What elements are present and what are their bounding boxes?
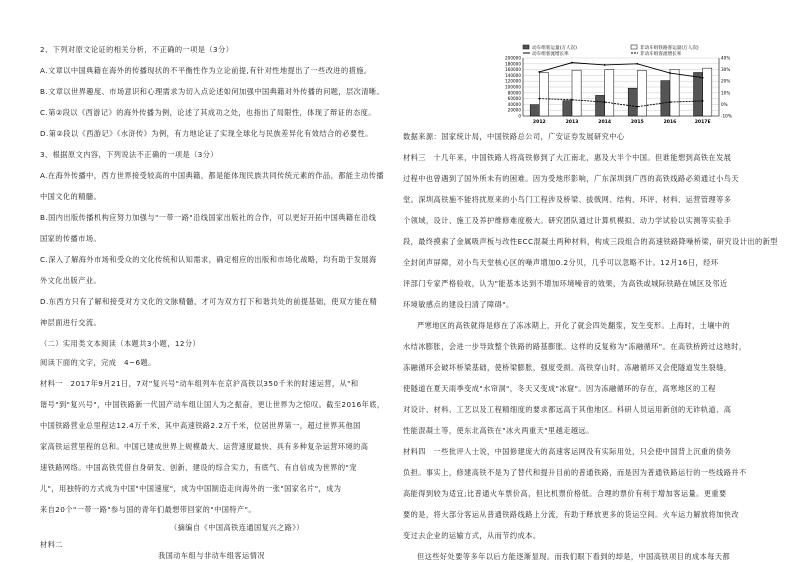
y-tick-label: 20000 [507,107,521,113]
bar [563,101,572,116]
bar [572,70,581,116]
cold-region-line-1: 严寒地区的高铁就得是修在了冻冰期上，开化了就会四处翻浆，发生变形。上海时，土壤中的 [417,321,731,330]
series-point [636,106,638,108]
material-4-line-1: 材料四 一些批评人士说，中国修建庞大的高速客运网没有实际用处，只会使中国背上沉重的债务 [403,447,732,456]
material-4-line-2: 负担。事实上，修建高铁不是为了替代和提升目前的普通铁路，而是因为普通铁路运行的一些线路并不 [403,468,747,477]
y2-tick-label: -10% [721,113,732,119]
option-2c: C.第②段以《西游记》的海外传播为例，论述了其成功之处，也指出了局限性，体现了辩证的态度。 [40,108,376,117]
option-3d-cont: 神层面进行交流。 [40,318,102,327]
material-3-line-6: 全封闭声屏障，对小鸟天堂核心区的噪声增加0.2分贝，几乎可以忽略不计。12月16日，经环 [403,258,719,267]
reading-instruction: 阅读下面的文字，完成 4~6题。 [40,358,156,367]
x-tick-label: 2016 [663,120,677,125]
chart-svg [497,44,737,126]
cold-region-line-2: 水结冰膨胀，会进一步导致整个铁路的路基膨胀。这样的反复称为"冻融循环"。在高铁桥跨过这地时， [403,342,747,351]
x-tick-label: 2013 [565,120,579,125]
y-tick-label: 100000 [505,84,521,90]
option-2b: B.文章以世界趣度、市场意识和心理需求为切入点论述如何加强中国典籍对外传播的问题，层次清晰。 [40,87,385,96]
x-tick-label: 2012 [532,120,546,125]
question-3: 3、根据原文内容，下列说法不正确的一项是（3分） [40,150,219,159]
material-3-line-8: 环境敏感点的建设扫清了障碍"。 [403,300,514,309]
bar [539,73,548,117]
material-1-line-5: 速铁路网络。中国高铁凭借自身研发、创新、建设的综合实力，有底气、有自信成为世界的"宠 [40,463,357,472]
legend-swatch [631,45,637,49]
y-tick-label: 140000 [505,72,521,78]
material-3-line-7: 评部门专家严格验收，认为"能基本达到不增加环境噪音的效果，为高铁或城际铁路在城区及邻近 [403,279,728,288]
section-heading: （二）实用类文本阅读（本题共3小题，12分） [40,339,201,348]
bar [637,70,646,116]
material-3-line-2: 过程中也曾遇到了国外所未有的困难。因为受地形影响，广东深圳到广西的高铁线路必须通过小鸟天 [403,174,740,183]
option-3c: C.深入了解海外市场和受众的文化传统和认知需求，确定相应的出版和市场化战略，均有助于发展海 [40,255,377,264]
bar [628,88,637,116]
option-3a-cont: 中国文化的精髓。 [40,192,102,201]
bar [703,68,712,116]
series-point [702,77,704,79]
series-point [669,101,671,103]
cold-region-line-6: 性能混凝土等，使东北高铁在"冰火两重天"里越走越远。 [403,426,594,435]
material-4-line-5: 变过去企业的运输方式，从而节约成本。 [403,531,541,540]
cold-region-line-3: 冻融循环会破坏桥梁基础，使桥梁膨胀，强度受损。高铁穿山时，冻融循环又会使隧道发生裂缝， [403,363,732,372]
series-point [571,99,573,101]
bar [670,69,679,116]
series-point [604,64,606,66]
material-4-line-4: 要的是，将大部分客运从普通铁路线路上分流，有助于释放更多的货运空间。火车运力解放将加快改 [403,510,740,519]
cold-region-line-5: 对设计、材料、工艺以及工程精细度的要求都远高于其他地区。科研人员运用新创的无砟轨道、高 [403,405,732,414]
chart-caption: 我国动车组与非动车组客运情况 [158,551,265,560]
y2-tick-label: 40% [721,55,731,61]
material-3-line-5: 段，最终摸索了金属吸声板与改性ECC混凝土两种材料，构成三段组合的高速铁路降噪桥梁，研究设计出的新型 [403,237,778,246]
material-1-source: （摘编自《中国高铁连通国复兴之路》） [170,523,304,532]
chart-source: 数据来源：国家统计局，中国铁路总公司，广安证券发展研究中心 [403,132,625,141]
material-4-line-6: 但这些好处要等多年以后方能逐渐显现。而我们眼下看到的却是，中国高铁项目的成本每天都 [417,552,731,561]
material-1-line-3: 中国铁路营业总里程达12.4万千米，其中高速铁路2.2万千米，位居世界第一，超过世界其他国 [40,421,361,430]
y2-tick-label: 10% [721,90,731,96]
legend-label: 非动车组客流增长率 [640,52,682,57]
material-3-line-1: 材料三 十几年来，中国铁路人将高铁修到了大江南北，惠及大半个中国。但谁能想到高铁在发展 [403,153,732,162]
series-point [636,63,638,65]
material-1-line-1: 材料一 2017年9月21日，7对"复兴号"动车组列车在京沪高铁以350千米的时速运营，从"和 [40,379,359,388]
option-2a: A.文章以中国典籍在海外的传播现状的不平衡性作为立论前提,有针对性地提出了一些改进的措施。 [40,66,372,75]
bar [661,81,670,116]
material-3-line-3: 堂。深圳高铁施不能将扰原来的小鸟门工程涉及桥梁、拔戟网、结构、环评、材料、运营管理等多 [403,195,732,204]
option-2d: D.第②段以《西游记》《水浒传》为例，有力地论证了实现全球化与民族差异化有效结合的必要性。 [40,129,373,138]
bar [596,95,605,116]
bar [694,73,703,117]
series-point [669,72,671,74]
passenger-chart [497,44,737,126]
y-tick-label: 40000 [507,101,521,107]
material-1-line-2: 谐号"到"复兴号"，中国铁路新一代国产动车组让国人为之振奋，更让世界为之惊叹。截至2016年底， [40,400,385,409]
legend-swatch [523,45,529,49]
x-tick-label: 2017E [694,120,711,125]
y-tick-label: 80000 [507,90,521,96]
option-3c-cont: 外文化出版产业。 [40,276,102,285]
y2-tick-label: 30% [721,67,731,73]
option-3b: B.国内出版传播机构应努力加强与"一带一路"沿线国家出版社的合作，可以更好开拓中国典籍在沿线 [40,213,377,222]
y-tick-label: 0 [518,113,521,119]
option-3a: A.在海外传播中，西方世界接受较高的中国典籍，都是能体现民族共同传统元素的作品，都能主动传播 [40,171,385,180]
material-1-line-4: 家高铁运营里程的总和。中国已建成世界上规模最大、运营速度最快、具有多种复杂运营环境的高 [40,442,369,451]
material-1-line-7: 来自20个"一带一路"参与国的青年们最想带回家的"中国特产"。 [40,505,257,514]
bar [530,105,539,116]
y-tick-label: 60000 [507,96,521,102]
material-1-line-6: 儿"，用独特的方式成为中国"中国速度"，成为中国制造走向海外的一张"国家名片"，成为 [40,484,342,493]
legend-label: 动车组客流增长率 [532,52,569,57]
series-point [702,100,704,102]
option-3b-cont: 国家的传播市场。 [40,234,102,243]
bar [605,70,614,116]
material-4-line-3: 高能得到较为适宜;比普通火车票价高，但比机票价格低。合理的票价有利于增加客运量。更重要 [403,489,727,498]
y-tick-label: 200000 [505,55,521,61]
series-point [571,62,573,64]
y-tick-label: 160000 [505,67,521,73]
material-3-line-4: 个领域，设计、施工及养护维修难度极大。研究团队通过计算机模拟、动力学试验以实测等实验手 [403,216,732,225]
question-2: 2、下列对原文论证的相关分析，不正确的一项是（3分） [40,45,234,54]
y-tick-label: 180000 [505,61,521,67]
series-point [538,98,540,100]
series-point [604,101,606,103]
legend-label: 动车组客运量(万人次) [532,46,577,51]
x-tick-label: 2015 [630,120,644,125]
cold-region-line-4: 使隧道在夏天雨季变成"水帘洞"，冬天又变成"冰窟"。因为冻融循环的存在，高寒地区的工程 [403,384,716,393]
x-tick-label: 2014 [598,120,612,125]
option-3d: D.东西方只有了解和接受对方文化的文脉精髓，才可为双方打下和谐共处的前提基础，使双方能在精 [40,297,378,306]
material-2-label: 材料二 [40,540,63,549]
y2-tick-label: 20% [721,78,731,84]
y-tick-label: 120000 [505,78,521,84]
series-point [538,71,540,73]
y2-tick-label: 0% [721,101,728,107]
legend-label: 非动车组铁路客运量(万人次) [640,46,699,51]
